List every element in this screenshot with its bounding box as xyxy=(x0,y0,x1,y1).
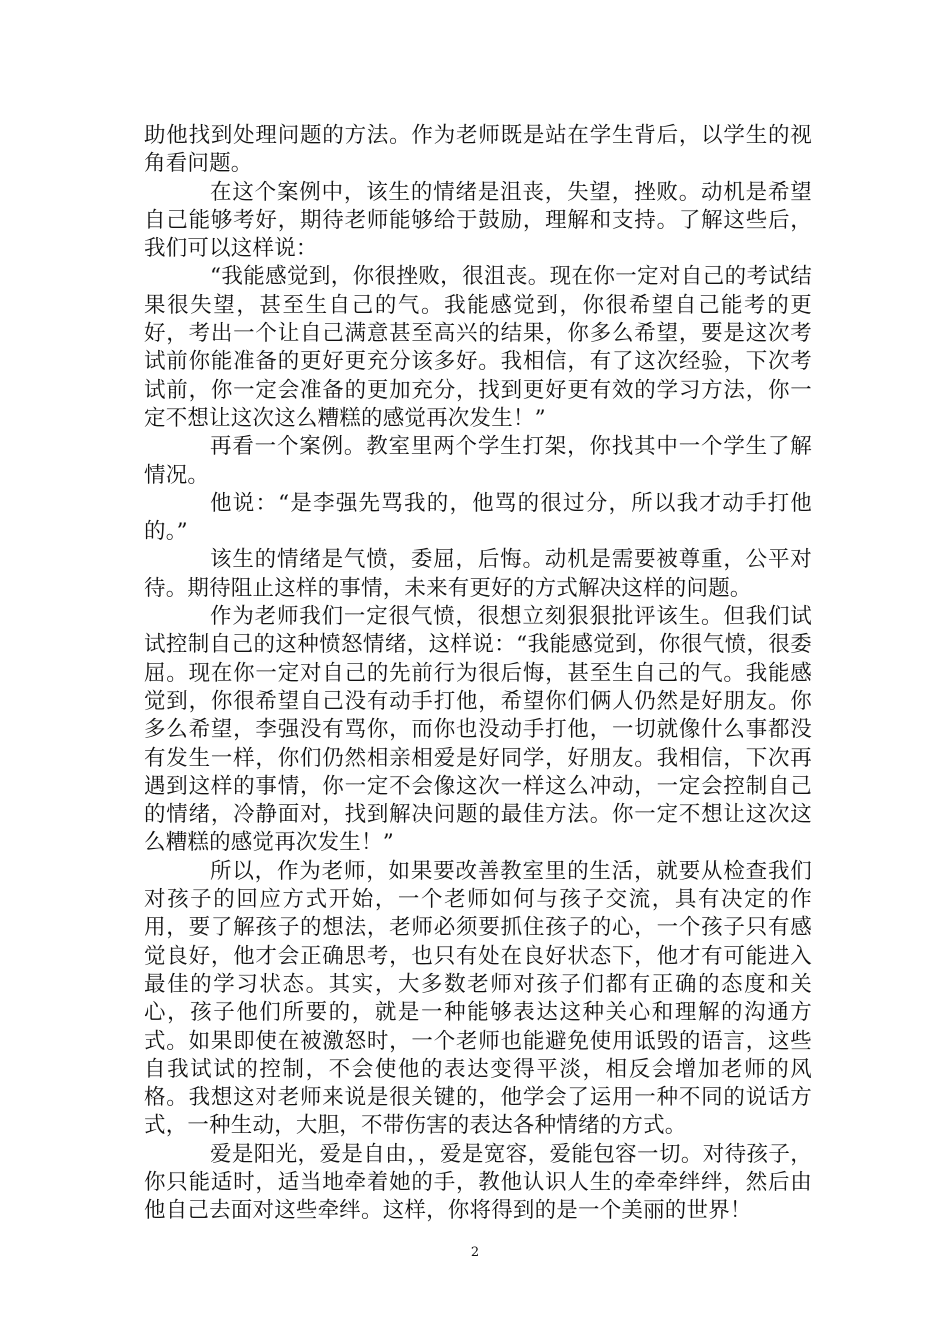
paragraph-student-quote: 他说：“是李强先骂我的，他骂的很过分，所以我才动手打他的。” xyxy=(144,490,812,545)
paragraph-emotion-analysis: 该生的情绪是气愤，委屈，后悔。动机是需要被尊重，公平对待。期待阻止这样的事情，未来有更好的方式解决这样的问题。 xyxy=(144,547,812,601)
paragraph-second-case: 再看一个案例。教室里两个学生打架，你找其中一个学生了解情况。 xyxy=(144,434,812,488)
paragraph-teacher-response-1: “我能感觉到，你很挫败，很沮丧。现在你一定对自己的考试结果很失望，甚至生自己的气。我能感觉到，你很希望自己能考的更好，考出一个让自己满意甚至高兴的结果，你多么希望，要是这次考试前你能准备的更好更充分该多好。我相信，有了这次经验，下次考试前，你一定会准备的更加充分，找到更好更有效的学习方法，你一定不想让这次这么糟糕的感觉再次发生！” xyxy=(144,264,812,431)
paragraph-teacher-response-2: 作为老师我们一定很气愤，很想立刻狠狠批评该生。但我们试试控制自己的这种愤怒情绪，这样说：“我能感觉到，你很气愤，很委屈。现在你一定对自己的先前行为很后悔，甚至生自己的气。我能感觉到，你很希望自己没有动手打他，希望你们俩人仍然是好朋友。你多么希望，李强没有骂你，而你也没动手打他，一切就像什么事都没有发生一样，你们仍然相亲相爱是好同学，好朋友。我相信，下次再遇到这样的事情，你一定不会像这次一样这么冲动，一定会控制自己的情绪，冷静面对，找到解决问题的最佳方法。你一定不想让这次这么糟糕的感觉再次发生！” xyxy=(144,604,812,856)
paragraph-conclusion: 所以，作为老师，如果要改善教室里的生活，就要从检查我们对孩子的回应方式开始，一个老师如何与孩子交流，具有决定的作用，要了解孩子的想法，老师必须要抓住孩子的心，一个孩子只有感觉良好，他才会正确思考，也只有处在良好状态下，他才有可能进入最佳的学习状态。其实，大多数老师对孩子们都有正确的态度和关心，孩子他们所要的，就是一种能够表达这种关心和理解的沟通方式。如果即使在被激怒时，一个老师也能避免使用诋毁的语言，这些自我试试的控制，不会使他的表达变得平淡，相反会增加老师的风格。我想这对老师来说是很关键的，他学会了运用一种不同的说话方式，一种生动，大胆，不带伤害的表达各种情绪的方式。 xyxy=(144,858,812,1139)
body-text xyxy=(144,122,812,1226)
page-number: 2 xyxy=(470,1245,480,1260)
paragraph-case-analysis: 在这个案例中，该生的情绪是沮丧，失望，挫败。动机是希望自己能够考好，期待老师能够给于鼓励，理解和支持。了解这些后，我们可以这样说： xyxy=(144,179,812,262)
paragraph-closing: 爱是阳光，爱是自由，，爱是宽容，爱能包容一切。对待孩子，你只能适时，适当地牵着她的手，教他认识人生的牵牵绊绊，然后由他自己去面对这些牵绊。这样，你将得到的是一个美丽的世界！ xyxy=(144,1141,812,1224)
paragraph-continuation: 助他找到处理问题的方法。作为老师既是站在学生背后，以学生的视角看问题。 xyxy=(144,123,812,177)
